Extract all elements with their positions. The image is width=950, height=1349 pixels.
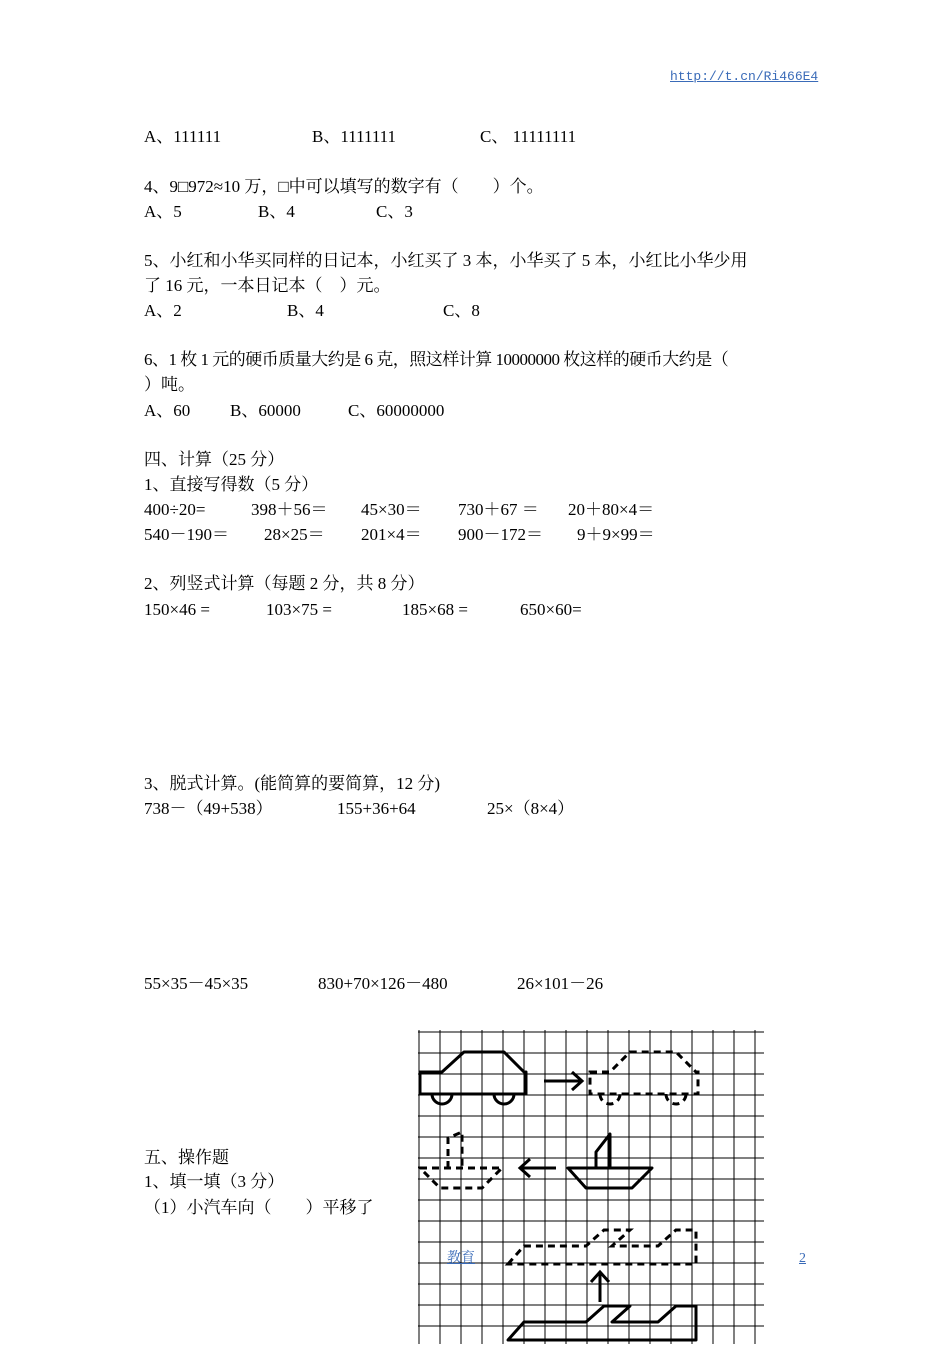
mental-calc-6: 540－190＝ — [144, 525, 229, 544]
grid-figure — [418, 1030, 764, 1344]
shape-dashed — [508, 1230, 696, 1264]
boat-solid — [568, 1134, 652, 1188]
section4-part1-title: 1、直接写得数（5 分） — [144, 475, 319, 494]
mental-calc-8: 201×4＝ — [361, 525, 422, 544]
vertical-calc-2: 103×75 = — [266, 600, 332, 619]
q4-option-a: A、5 — [144, 202, 182, 221]
q6-option-b: B、60000 — [230, 401, 301, 420]
section5-part1: 1、填一填（3 分） — [144, 1172, 285, 1191]
car-dashed — [590, 1052, 698, 1104]
section4-part3-title: 3、脱式计算。(能简算的要简算，12 分) — [144, 774, 441, 793]
arrow-right-icon — [544, 1072, 582, 1090]
mental-calc-9: 900－172＝ — [458, 525, 543, 544]
q5-line1: 5、小红和小华买同样的日记本，小红买了 3 本，小华买了 5 本，小红比小华少用 — [144, 251, 748, 270]
step-calc-3: 25×（8×4） — [487, 799, 575, 818]
vertical-calc-4: 650×60= — [520, 600, 582, 619]
q6-line2: ）吨。 — [144, 375, 195, 394]
q3-option-a: A、111111 — [144, 127, 222, 146]
step-calc-1: 738－（49+538） — [144, 799, 273, 818]
footer-left-link[interactable]: 教育 — [447, 1251, 475, 1266]
section4-part2-title: 2、列竖式计算（每题 2 分，共 8 分） — [144, 574, 425, 593]
section5-sub1: （1）小汽车向（ ）平移了 — [144, 1198, 374, 1217]
mental-calc-3: 45×30＝ — [361, 500, 422, 519]
page-number[interactable]: 2 — [799, 1251, 806, 1266]
translation-grid — [418, 1030, 764, 1349]
section5-title: 五、操作题 — [144, 1148, 229, 1167]
q3-option-c: C、 11111111 — [480, 127, 577, 146]
vertical-calc-1: 150×46 = — [144, 600, 210, 619]
shape-solid — [508, 1306, 696, 1340]
mental-calc-10: 9＋9×99＝ — [577, 525, 655, 544]
step-calc-2: 155+36+64 — [337, 799, 416, 818]
vertical-calc-3: 185×68 = — [402, 600, 468, 619]
q4-option-b: B、4 — [258, 202, 295, 221]
mental-calc-5: 20＋80×4＝ — [568, 500, 655, 519]
mental-calc-4: 730＋67 ＝ — [458, 500, 539, 519]
step-calc-4: 55×35－45×35 — [144, 974, 249, 993]
q6-option-a: A、60 — [144, 401, 191, 420]
arrow-up-icon — [591, 1272, 609, 1302]
section4-title: 四、计算（25 分） — [144, 450, 285, 469]
q5-option-c: C、8 — [443, 301, 480, 320]
q3-option-b: B、1111111 — [312, 127, 397, 146]
header-url[interactable]: http://t.cn/Ri466E4 — [670, 69, 819, 84]
mental-calc-1: 400÷20= — [144, 500, 206, 519]
car-solid — [420, 1052, 526, 1104]
q5-option-a: A、2 — [144, 301, 182, 320]
mental-calc-7: 28×25＝ — [264, 525, 325, 544]
q4-option-c: C、3 — [376, 202, 413, 221]
q6-line1: 6、1 枚 1 元的硬币质量大约是 6 克，照这样计算 10000000 枚这样的硬币大约是（ — [144, 350, 729, 369]
step-calc-6: 26×101－26 — [517, 974, 604, 993]
q5-option-b: B、4 — [287, 301, 324, 320]
q6-option-c: C、60000000 — [348, 401, 445, 420]
q5-line2: 了 16 元，一本日记本（ ）元。 — [144, 276, 391, 295]
mental-calc-2: 398＋56＝ — [251, 500, 328, 519]
arrow-left-icon — [520, 1159, 556, 1177]
step-calc-5: 830+70×126－480 — [318, 974, 448, 993]
q4-stem: 4、9□972≈10 万，□中可以填写的数字有（ ）个。 — [144, 177, 544, 196]
